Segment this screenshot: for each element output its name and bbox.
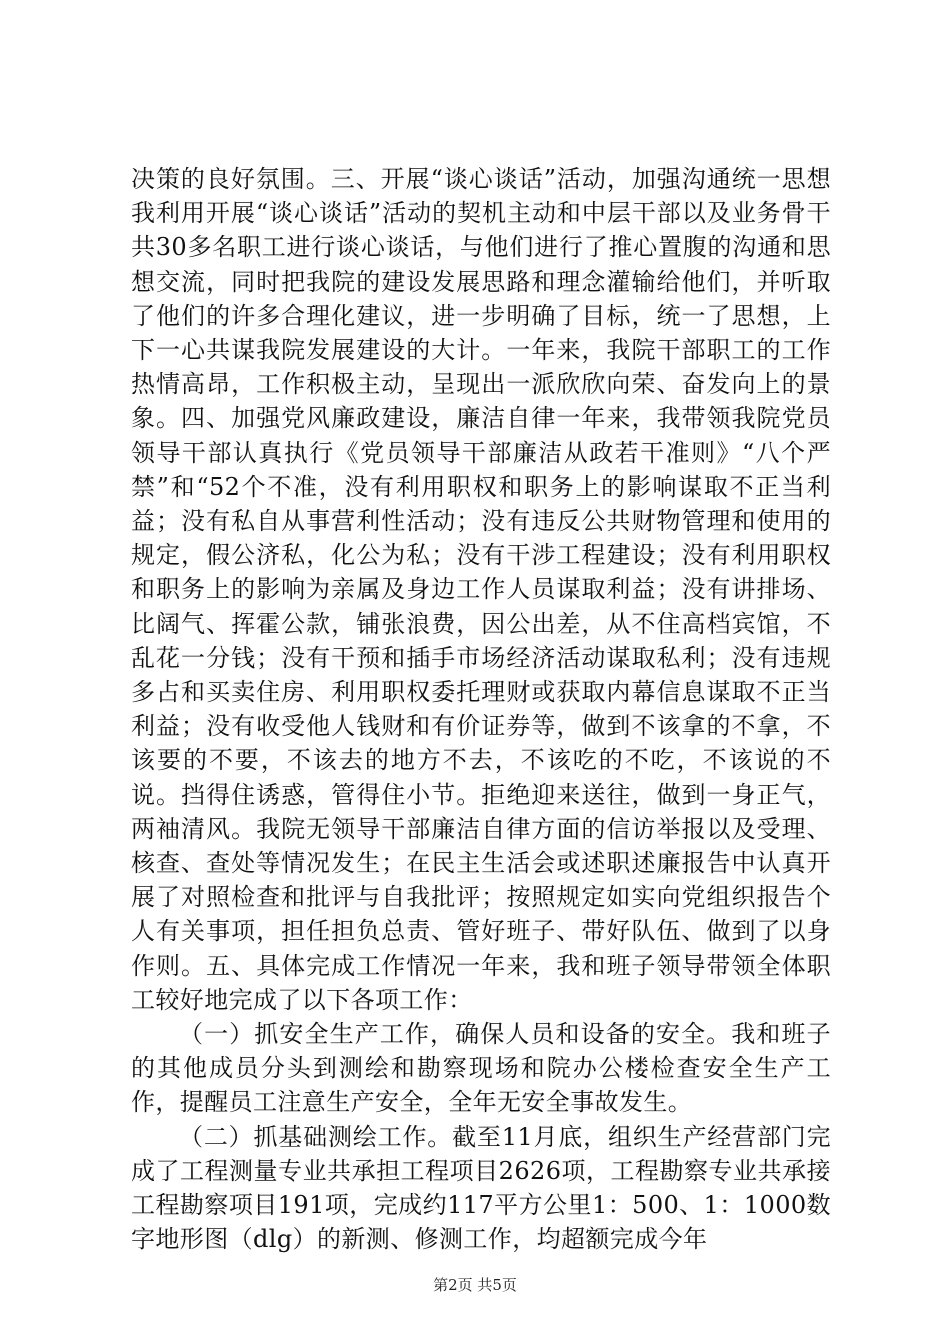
document-body: [131, 162, 831, 1257]
body-paragraph: （二）抓基础测绘工作。截至11月底，组织生产经营部门完成了工程测量专业共承担工程项目2626项，工程勘察专业共承接工程勘察项目191项，完成约117平方公里1：500、1：1000数字地形图（dlg）的新测、修测工作，均超额完成今年: [131, 1122, 831, 1254]
body-paragraph: 决策的良好氛围。三、开展“谈心谈话”活动，加强沟通统一思想我利用开展“谈心谈话”活动的契机主动和中层干部以及业务骨干共30多名职工进行谈心谈话，与他们进行了推心置腹的沟通和思想交流，同时把我院的建设发展思路和理念灌输给他们，并听取了他们的许多合理化建议，进一步明确了目标，统一了思想，上下一心共谋我院发展建设的大计。一年来，我院干部职工的工作热情高昂，工作积极主动，呈现出一派欣欣向荣、奋发向上的景象。四、加强党风廉政建设，廉洁自律一年来，我带领我院党员领导干部认真执行《党员领导干部廉洁从政若干准则》“八个严禁”和“52个不准，没有利用职权和职务上的影响谋取不正当利益；没有私自从事营利性活动；没有违反公共财物管理和使用的规定，假公济私，化公为私；没有干涉工程建设；没有利用职权和职务上的影响为亲属及身边工作人员谋取利益；没有讲排场、比阔气、挥霍公款，铺张浪费，因公出差，从不住高档宾馆，不乱花一分钱；没有干预和插手市场经济活动谋取私利；没有违规多占和买卖住房、利用职权委托理财或获取内幕信息谋取不正当利益；没有收受他人钱财和有价证券等，做到不该拿的不拿，不该要的不要，不该去的地方不去，不该吃的不吃，不该说的不说。挡得住诱惑，管得住小节。拒绝迎来送往，做到一身正气，两袖清风。我院无领导干部廉洁自律方面的信访举报以及受理、核查、查处等情况发生；在民主生活会或述职述廉报告中认真开展了对照检查和批评与自我批评；按照规定如实向党组织报告个人有关事项，担任担负总责、管好班子、带好队伍、做到了以身作则。五、具体完成工作情况一年来，我和班子领导带领全体职工较好地完成了以下各项工作：: [131, 165, 831, 1014]
page-number-footer: 第2页 共5页: [433, 1276, 517, 1294]
body-paragraph: （一）抓安全生产工作，确保人员和设备的安全。我和班子的其他成员分头到测绘和勘察现场和院办公楼检查安全生产工作，提醒员工注意生产安全，全年无安全事故发生。: [131, 1020, 831, 1117]
